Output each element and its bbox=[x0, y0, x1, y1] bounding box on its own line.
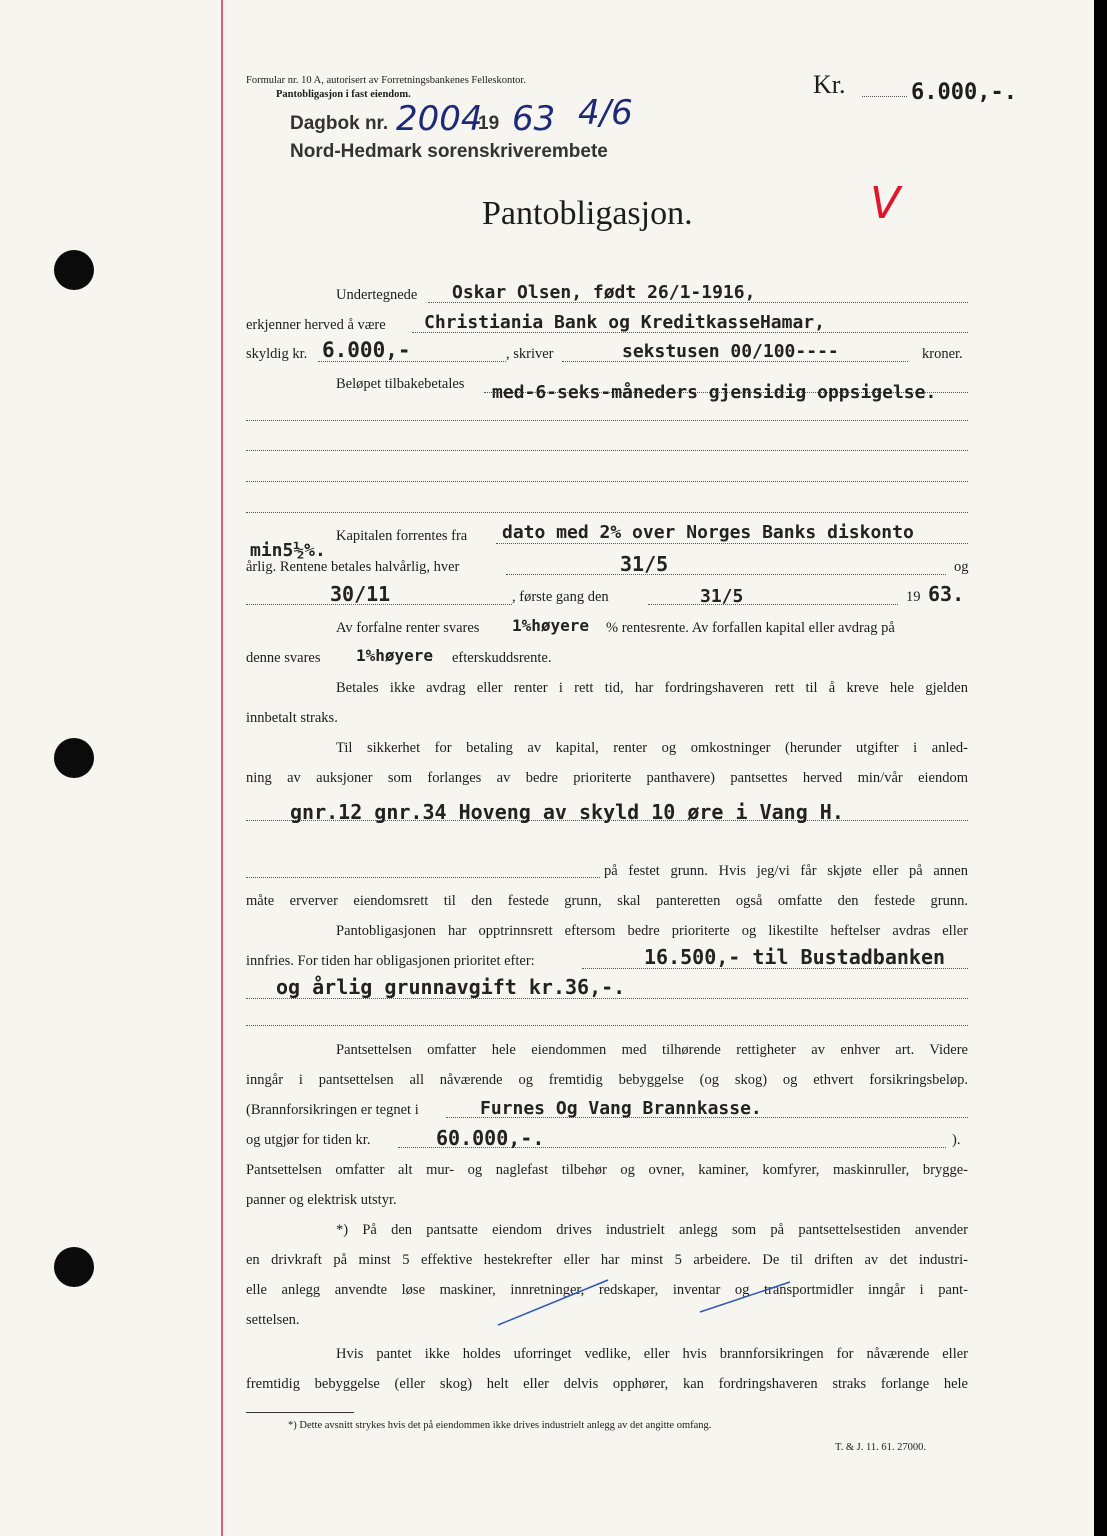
paragraph-omfatter-2: inngår i pantsettelsen all nåværende og fremtidig bebyggelse (og skog) og ethvert forsikringsbeløp. bbox=[246, 1072, 968, 1088]
interest-basis: dato med 2% over Norges Banks diskonto bbox=[502, 522, 914, 543]
overdue-interest-rate: 1%høyere bbox=[512, 616, 590, 635]
paragraph-prioritet-2: innfries. For tiden har obligasjonen prioritet efter: bbox=[246, 953, 535, 969]
insured-amount: 60.000,-. bbox=[436, 1126, 545, 1150]
efterskuddsrente-label: efterskuddsrente. bbox=[452, 650, 552, 666]
repayment-terms: med-6-seks-måneders gjensidig oppsigelse. bbox=[492, 382, 937, 403]
payment-date-2: 30/11 bbox=[330, 582, 391, 606]
kroner-label: kroner. bbox=[922, 346, 963, 362]
paragraph-tilbehor-2: panner og elektrisk utstyr. bbox=[246, 1192, 397, 1208]
check-mark: V bbox=[870, 178, 901, 229]
paragraph-vedlike: Hvis pantet ikke holdes uforringet vedlike, eller hvis brannforsikringen for nåværende eller bbox=[336, 1346, 968, 1362]
document-title: Pantobligasjon. bbox=[482, 195, 693, 232]
brann-label: (Brannforsikringen er tegnet i bbox=[246, 1102, 419, 1118]
erkjenner-label: erkjenner herved å være bbox=[246, 317, 386, 333]
utgjor-end: ). bbox=[952, 1132, 961, 1148]
undertegnede-label: Undertegnede bbox=[336, 287, 418, 303]
stamp-date: 4/6 bbox=[578, 93, 633, 133]
paragraph-sikkerhet: Til sikkerhet for betaling av kapital, renter og omkostninger (herunder utgifter i anled- bbox=[336, 740, 968, 756]
creditor-name: Christiania Bank og KreditkasseHamar, bbox=[424, 312, 825, 333]
forfalne-label: Av forfalne renter svares bbox=[336, 620, 480, 636]
paragraph-prioritet: Pantobligasjonen har opptrinnsrett eftersom bedre prioriterte og likestilte heftelser avdras eller bbox=[336, 923, 968, 939]
property-description: gnr.12 gnr.34 Hoveng av skyld 10 øre i Vang H. bbox=[290, 800, 844, 824]
year-prefix: 19 bbox=[906, 589, 921, 605]
stamp-year: 63 bbox=[512, 99, 556, 139]
kapitalen-label: Kapitalen forrentes fra bbox=[336, 528, 468, 544]
arlig-label: årlig. Rentene betales halvårlig, hver bbox=[246, 559, 460, 575]
stamp-office: Nord-Hedmark sorenskriverembete bbox=[290, 141, 608, 162]
paragraph-betales: Betales ikke avdrag eller renter i rett tid, har fordringshaveren rett til å kreve hele gjelden bbox=[336, 680, 968, 696]
fire-insurer: Furnes Og Vang Brannkasse. bbox=[480, 1098, 762, 1119]
stamp-dagbok-label: Dagbok nr. bbox=[290, 113, 389, 134]
prior-lien-2: og årlig grunnavgift kr.36,-. bbox=[276, 975, 626, 999]
forste-gang-label: , første gang den bbox=[512, 589, 609, 605]
og-label: og bbox=[954, 559, 969, 575]
form-type: Pantobligasjon i fast eiendom. bbox=[276, 89, 411, 100]
strike-line bbox=[700, 1282, 790, 1312]
paragraph-festet-2: måte erverver eiendomsrett til den festede grunn, skal panteretten også omfatte den festede grunn. bbox=[246, 893, 968, 909]
paragraph-sikkerhet-2: ning av auksjoner som forlanges av bedre prioriterte panthavere) pantsettes herved min/vår eiendom bbox=[246, 770, 968, 786]
footnote-rule bbox=[246, 1412, 354, 1413]
paragraph-betales-end: innbetalt straks. bbox=[246, 710, 338, 726]
belopet-label: Beløpet tilbakebetales bbox=[336, 376, 465, 392]
interest-minimum: min5½%. bbox=[250, 540, 326, 561]
paragraph-industri: *) På den pantsatte eiendom drives industrielt anlegg som på pantsettelsestiden anvender bbox=[336, 1222, 968, 1238]
footnote: *) Dette avsnitt strykes hvis det på eiendommen ikke drives industrielt anlegg av det angitte omfang. bbox=[288, 1420, 712, 1431]
arrears-interest-rate: 1%høyere bbox=[356, 646, 434, 665]
prior-lien-1: 16.500,- til Bustadbanken bbox=[644, 945, 946, 969]
first-payment-year: 63. bbox=[928, 582, 965, 606]
first-payment-date: 31/5 bbox=[700, 586, 744, 607]
skyldig-amount: 6.000,- bbox=[322, 338, 411, 362]
paragraph-industri-4: settelsen. bbox=[246, 1312, 300, 1328]
denne-svares-label: denne svares bbox=[246, 650, 321, 666]
form-identifier: Formular nr. 10 A, autorisert av Forretningsbankenes Felleskontor. bbox=[246, 75, 526, 86]
forfalne-text: % rentesrente. Av forfallen kapital eller avdrag på bbox=[606, 620, 895, 636]
kr-label: Kr. bbox=[813, 70, 846, 99]
kr-amount: 6.000,-. bbox=[911, 80, 1017, 105]
paragraph-industri-3: elle anlegg anvendte løse maskiner, innretninger, redskaper, inventar og transportmidler inngår i pant- bbox=[246, 1282, 968, 1298]
debtor-name: Oskar Olsen, født 26/1-1916, bbox=[452, 282, 756, 303]
strike-line bbox=[498, 1280, 608, 1325]
utgjor-label: og utgjør for tiden kr. bbox=[246, 1132, 371, 1148]
paragraph-omfatter: Pantsettelsen omfatter hele eiendommen med tilhørende rettigheter av enhver art. Videre bbox=[336, 1042, 968, 1058]
skyldig-label: skyldig kr. bbox=[246, 346, 308, 362]
paragraph-industri-2: en drivkraft på minst 5 effektive hestekrefter eller har minst 5 arbeidere. De til driften av det industri- bbox=[246, 1252, 968, 1268]
paragraph-vedlike-2: fremtidig bebyggelse (eller skog) helt eller delvis opphører, kan fordringshaveren straks forlange hele bbox=[246, 1376, 968, 1392]
payment-date-1: 31/5 bbox=[620, 552, 669, 576]
stamp-dagbok-number: 2004 bbox=[396, 99, 483, 139]
stamp-year-prefix: 19 bbox=[478, 113, 500, 134]
skriver-amount: sekstusen 00/100---- bbox=[622, 341, 839, 362]
skriver-label: , skriver bbox=[506, 346, 554, 362]
printer-code: T. & J. 11. 61. 27000. bbox=[835, 1442, 926, 1453]
paragraph-tilbehor: Pantsettelsen omfatter alt mur- og naglefast tilbehør og ovner, kaminer, komfyrer, maskinruller, brygge- bbox=[246, 1162, 968, 1178]
paragraph-festet: på festet grunn. Hvis jeg/vi får skjøte eller på annen bbox=[604, 863, 968, 879]
